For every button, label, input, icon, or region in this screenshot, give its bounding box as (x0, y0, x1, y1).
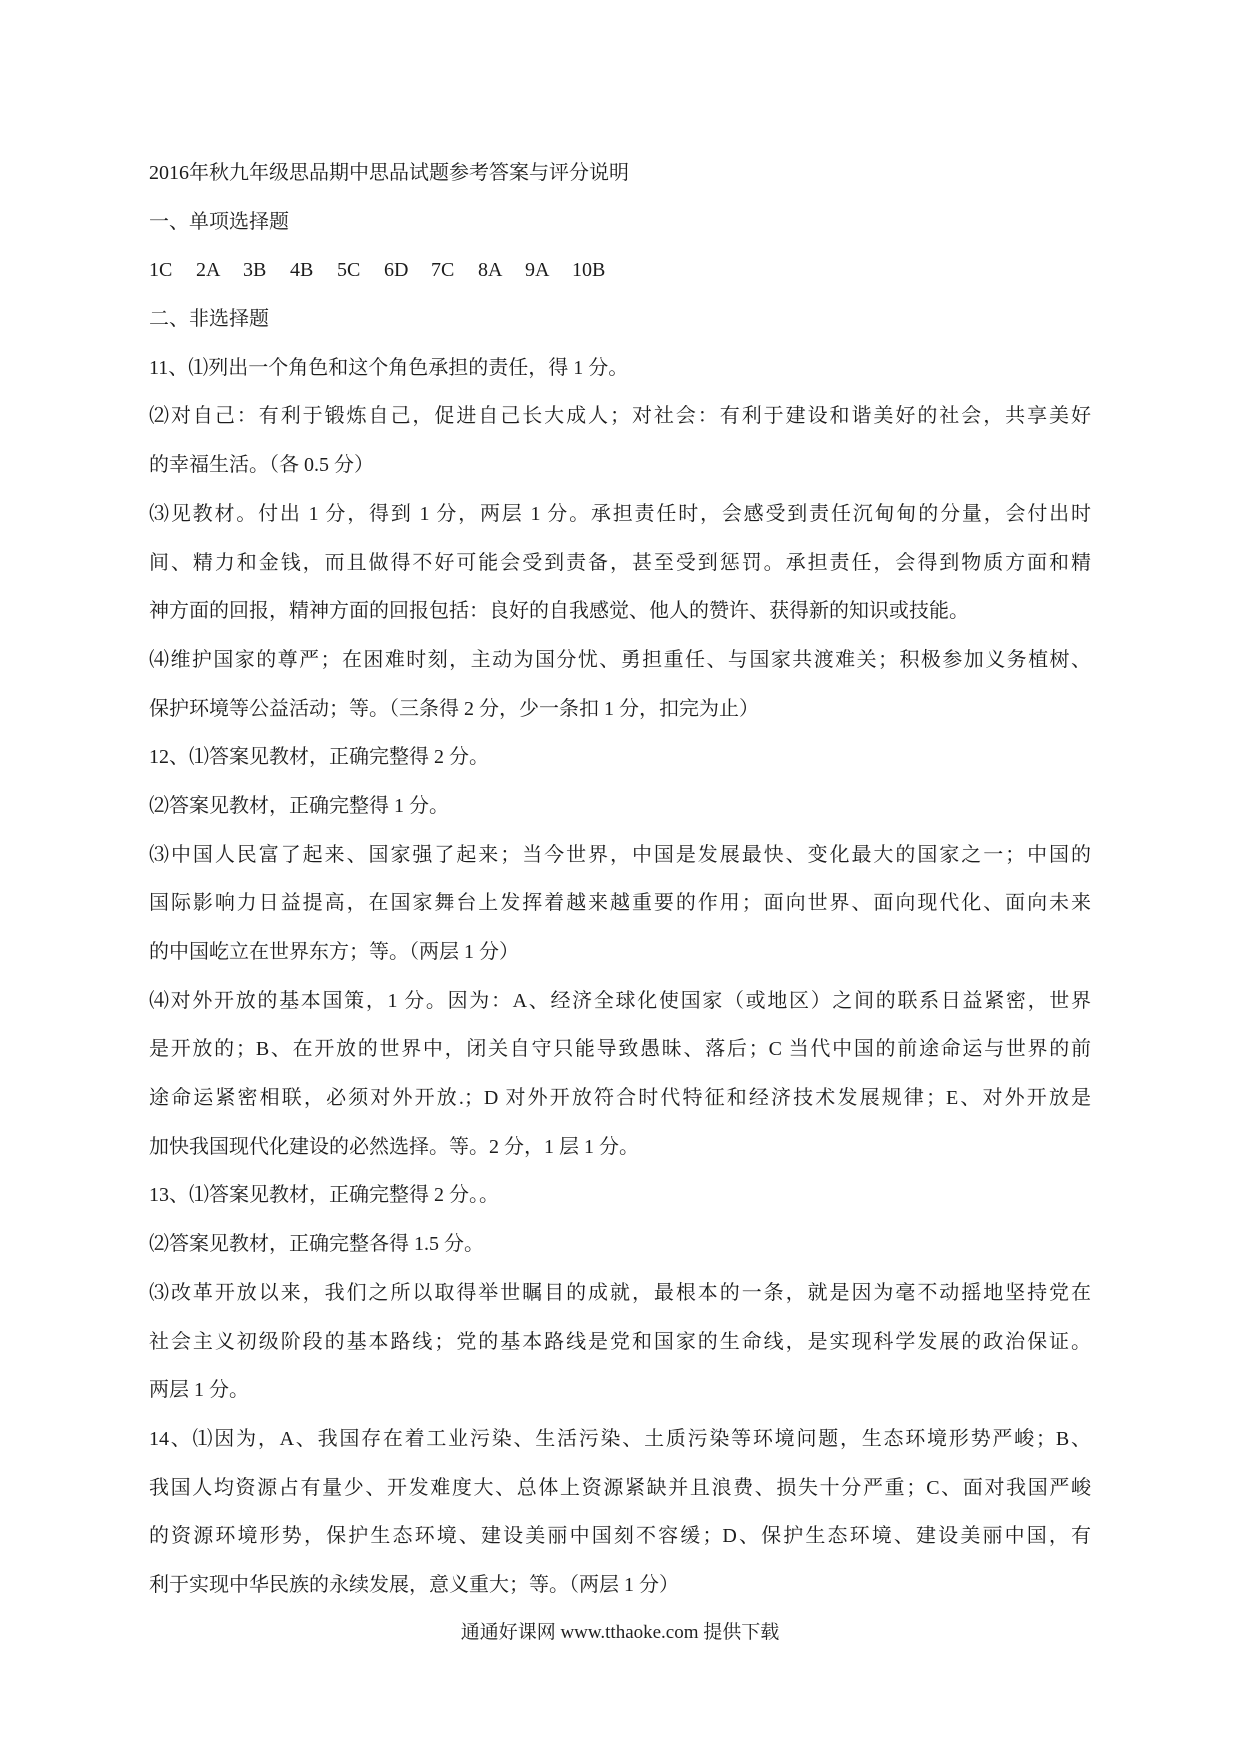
answer-line: 保护环境等公益活动；等。（三条得 2 分，少一条扣 1 分，扣完为止） (149, 697, 759, 720)
answer-key-row (149, 246, 1091, 295)
answer-paragraph (149, 1171, 1091, 1220)
answer-paragraph (149, 977, 1091, 1172)
answer-paragraph (149, 1269, 1091, 1415)
answer-line: 利于实现中华民族的永续发展，意义重大；等。（两层 1 分） (149, 1573, 679, 1596)
answer-line: ⑷维护国家的尊严；在困难时刻，主动为国分忧、勇担重任、与国家共渡难关；积极参加义务植树、 (149, 648, 1091, 671)
answer-line: ⑷对外开放的基本国策，1 分。因为：A、经济全球化使国家（或地区）之间的联系日益紧密，世界 (149, 989, 1091, 1012)
non-choice-answers (149, 344, 1091, 1610)
answer-line: 两层 1 分。 (149, 1379, 249, 1402)
answer-line: 11、⑴列出一个角色和这个角色承担的责任，得 1 分。 (149, 356, 629, 379)
answer-line: 间、精力和金钱，而且做得不好可能会受到责备，甚至受到惩罚。承担责任，会得到物质方面和精 (149, 551, 1091, 574)
page-title: 2016年秋九年级思品期中思品试题参考答案与评分说明 (149, 162, 629, 184)
answer-line: 社会主义初级阶段的基本路线；党的基本路线是党和国家的生命线，是实现科学发展的政治保证。 (149, 1330, 1091, 1353)
answer-line: ⑶中国人民富了起来、国家强了起来；当今世界，中国是发展最快、变化最大的国家之一；中国的 (149, 843, 1091, 866)
answer-line: ⑵答案见教材，正确完整得 1 分。 (149, 794, 449, 817)
answer-key-item: 2A (196, 259, 221, 282)
answer-key-item: 3B (243, 259, 267, 282)
answer-line: ⑵答案见教材，正确完整各得 1.5 分。 (149, 1233, 484, 1256)
answer-paragraph (149, 490, 1091, 636)
answer-key-item: 8A (478, 259, 503, 282)
answer-key-item: 4B (290, 259, 314, 282)
section-heading-non-choice: 二、非选择题 (149, 308, 269, 331)
answer-key-item: 5C (337, 259, 361, 282)
answer-paragraph (149, 392, 1091, 489)
answer-line: 国际影响力日益提高，在国家舞台上发挥着越来越重要的作用；面向世界、面向现代化、面向未来 (149, 892, 1091, 915)
answer-line: 12、⑴答案见教材，正确完整得 2 分。 (149, 746, 489, 769)
answer-line: 神方面的回报，精神方面的回报包括：良好的自我感觉、他人的赞许、获得新的知识或技能。 (149, 600, 969, 623)
answer-key-item: 9A (525, 259, 550, 282)
answer-paragraph (149, 831, 1091, 977)
answer-line: 14、⑴因为，A、我国存在着工业污染、生活污染、土质污染等环境问题，生态环境形势严峻；B、 (149, 1427, 1091, 1450)
document-body (149, 149, 1091, 1610)
answer-line: ⑵对自己：有利于锻炼自己，促进自己长大成人；对社会：有利于建设和谐美好的社会，共享美好 (149, 405, 1091, 428)
answer-key-item: 1C (149, 259, 173, 282)
answer-key-item: 6D (384, 259, 409, 282)
section-heading-single-choice: 一、单项选择题 (149, 210, 289, 233)
answer-line: 我国人均资源占有量少、开发难度大、总体上资源紧缺并且浪费、损失十分严重；C、面对我国严峻 (149, 1476, 1091, 1499)
answer-paragraph (149, 636, 1091, 733)
answer-paragraph (149, 733, 1091, 782)
answer-line: 的中国屹立在世界东方；等。（两层 1 分） (149, 941, 519, 963)
answer-line: 是开放的；B、在开放的世界中，闭关自守只能导致愚昧、落后；C 当代中国的前途命运与世界的前 (149, 1038, 1091, 1061)
answer-line: 13、⑴答案见教材，正确完整得 2 分。。 (149, 1184, 499, 1207)
answer-line: 的资源环境形势，保护生态环境、建设美丽中国刻不容缓；D、保护生态环境、建设美丽中国，有 (149, 1525, 1091, 1548)
answer-paragraph (149, 344, 1091, 393)
answer-paragraph (149, 1415, 1091, 1610)
answer-key-item: 7C (431, 259, 455, 282)
answer-line: 的幸福生活。（各 0.5 分） (149, 454, 374, 477)
answer-line: ⑶改革开放以来，我们之所以取得举世瞩目的成就，最根本的一条，就是因为毫不动摇地坚持党在 (149, 1281, 1091, 1304)
answer-paragraph (149, 782, 1091, 831)
answer-line: 途命运紧密相联，必须对外开放.；D 对外开放符合时代特征和经济技术发展规律；E、对外开放是 (149, 1087, 1091, 1110)
answer-key-item: 10B (572, 259, 606, 282)
answer-paragraph (149, 1220, 1091, 1269)
page-footer: 通通好课网 www.tthaoke.com 提供下载 (460, 1622, 780, 1643)
answer-line: ⑶见教材。付出 1 分，得到 1 分，两层 1 分。承担责任时，会感受到责任沉甸甸的分量，会付出时 (149, 502, 1091, 525)
answer-line: 加快我国现代化建设的必然选择。等。2 分，1 层 1 分。 (149, 1135, 639, 1158)
